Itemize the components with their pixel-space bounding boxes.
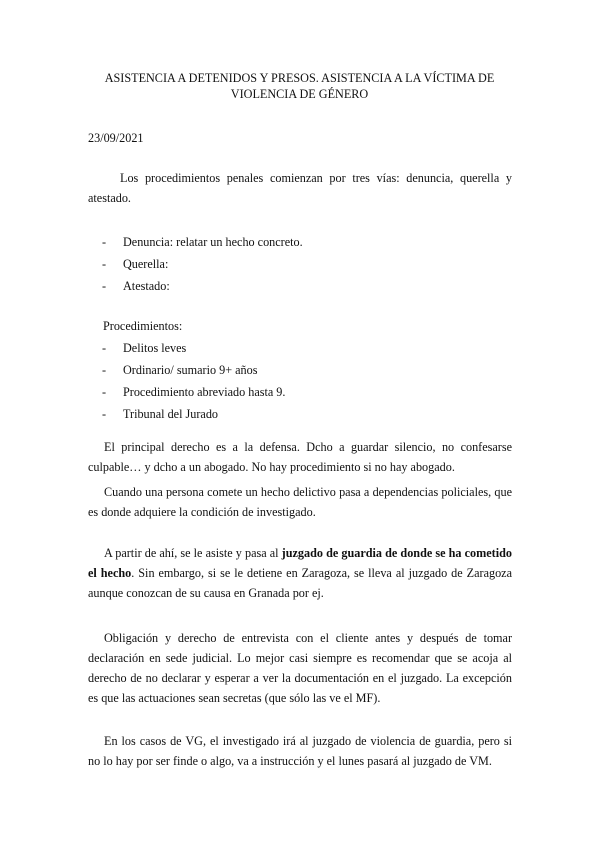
list-bullet: -	[102, 341, 107, 355]
procedimientos-list	[88, 338, 512, 426]
list-item-text: Querella:	[123, 257, 169, 271]
list-bullet: -	[102, 279, 107, 293]
paragraph-derecho-defensa: El principal derecho es a la defensa. Dcho a guardar silencio, no confesarse culpable… y dcho a un abogado. No hay procedimiento si no hay abogado.	[88, 440, 512, 474]
list-item-text: Ordinario/ sumario 9+ años	[123, 363, 258, 377]
title-line-2: VIOLENCIA DE GÉNERO	[230, 87, 369, 101]
list-bullet: -	[102, 257, 107, 271]
paragraph-text: . Sin embargo, si se le detiene en Zaragoza, se lleva al juzgado de Zaragoza aunque conozcan de su causa en Granada por ej.	[88, 566, 512, 600]
title-line-1: ASISTENCIA A DETENIDOS Y PRESOS. ASISTENCIA A LA VÍCTIMA DE	[104, 71, 495, 85]
list-item-text: Delitos leves	[123, 341, 187, 355]
list-bullet: -	[102, 385, 107, 399]
list-item	[88, 360, 512, 382]
list-item-text: Tribunal del Jurado	[123, 407, 219, 421]
paragraph-violencia-genero: En los casos de VG, el investigado irá al juzgado de violencia de guardia, pero si no lo hay por ser finde o algo, va a instrucción y el lunes pasará al juzgado de VM.	[88, 734, 512, 768]
paragraph-hecho-delictivo: Cuando una persona comete un hecho delictivo pasa a dependencias policiales, que es donde adquiere la condición de investigado.	[88, 485, 512, 519]
list-item	[88, 404, 512, 426]
list-item-text: Procedimiento abreviado hasta 9.	[123, 385, 286, 399]
paragraph-entrevista: Obligación y derecho de entrevista con el cliente antes y después de tomar declaración en sede judicial. Lo mejor casi siempre es recomendar que se acoja al derecho de no declarar y esperar a ver la documentación en el juzgado. La excepción es que las actuaciones sean secretas (que sólo las ve el MF).	[88, 631, 512, 705]
list-item	[88, 338, 512, 360]
list-item	[88, 382, 512, 404]
intro-paragraph: Los procedimientos penales comienzan por tres vías: denuncia, querella y atestado.	[88, 171, 512, 205]
list-item-text: Atestado:	[123, 279, 170, 293]
procedimientos-label: Procedimientos:	[103, 319, 183, 333]
list-item	[88, 254, 512, 276]
list-bullet: -	[102, 363, 107, 377]
list-item	[88, 232, 512, 254]
document-date: 23/09/2021	[88, 131, 144, 145]
list-bullet: -	[102, 235, 107, 249]
emphasis-text: juzgado de guardia de donde se ha cometido el hecho	[88, 546, 512, 580]
list-item	[88, 276, 512, 298]
document-title	[88, 70, 511, 102]
list-bullet: -	[102, 407, 107, 421]
vias-list	[88, 232, 512, 298]
paragraph-text: A partir de ahí, se le asiste y pasa al	[104, 546, 282, 560]
list-item-text: Denuncia: relatar un hecho concreto.	[123, 235, 303, 249]
paragraph-juzgado-guardia	[88, 543, 512, 603]
